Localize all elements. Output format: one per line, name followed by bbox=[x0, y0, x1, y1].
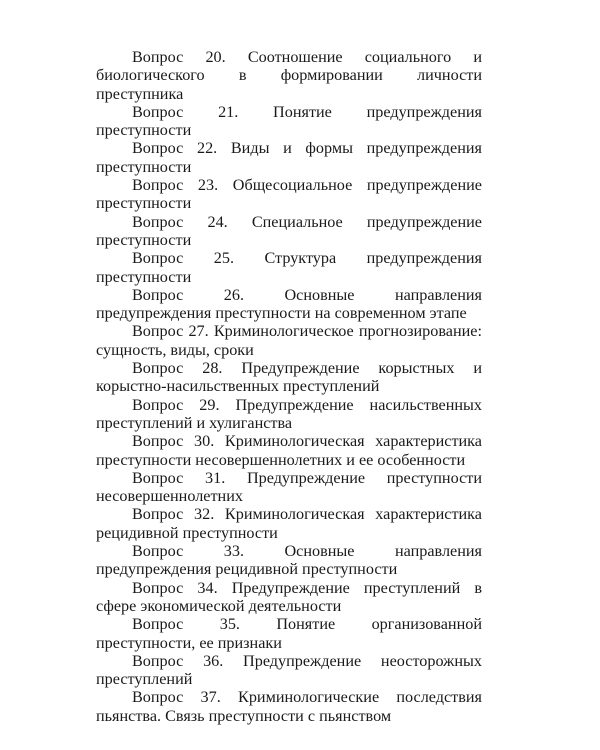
question-item: Вопрос 32. Криминологическая характеристика рецидивной преступности bbox=[96, 505, 482, 542]
question-item: Вопрос 37. Криминологические последствия пьянства. Связь преступности с пьянством bbox=[96, 688, 482, 725]
question-list bbox=[96, 48, 482, 725]
question-item: Вопрос 29. Предупреждение насильственных преступлений и хулиганства bbox=[96, 395, 482, 432]
question-item: Вопрос 33. Основные направления предупреждения рецидивной преступности bbox=[96, 542, 482, 579]
question-item: Вопрос 30. Криминологическая характеристика преступности несовершеннолетних и ее особенности bbox=[96, 432, 482, 469]
question-item: Вопрос 26. Основные направления предупреждения преступности на современном этапе bbox=[96, 285, 482, 323]
question-item: Вопрос 34. Предупреждение преступлений в сфере экономической деятельности bbox=[96, 578, 482, 615]
question-item: Вопрос 36. Предупреждение неосторожных преступлений bbox=[96, 651, 482, 689]
question-item: Вопрос 28. Предупреждение корыстных и корыстно-насильственных преступлений bbox=[96, 359, 482, 396]
question-item: Вопрос 27. Криминологическое прогнозирование: сущность, виды, сроки bbox=[96, 322, 482, 359]
question-item: Вопрос 21. Понятие предупреждения преступности bbox=[96, 102, 482, 140]
question-item: Вопрос 24. Специальное предупреждение преступности bbox=[96, 212, 482, 249]
question-item: Вопрос 20. Соотношение социального и биологического в формировании личности преступника bbox=[96, 48, 482, 103]
question-item: Вопрос 23. Общесоциальное предупреждение преступности bbox=[96, 176, 482, 213]
question-item: Вопрос 35. Понятие организованной преступности, ее признаки bbox=[96, 615, 482, 652]
question-item: Вопрос 25. Структура предупреждения преступности bbox=[96, 249, 482, 286]
question-item: Вопрос 31. Предупреждение преступности несовершеннолетних bbox=[96, 468, 482, 506]
question-item: Вопрос 22. Виды и формы предупреждения преступности bbox=[96, 139, 482, 176]
